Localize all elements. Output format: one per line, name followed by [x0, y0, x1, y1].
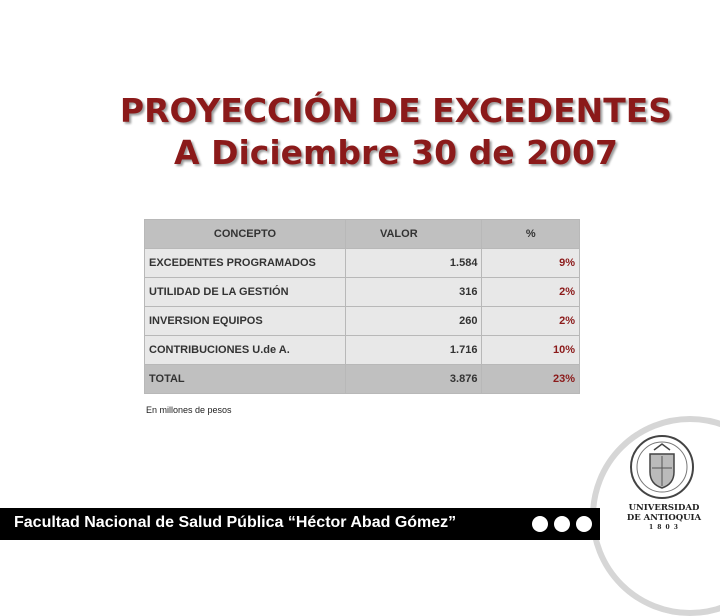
slide-title-line1: PROYECCIÓN DE EXCEDENTES [119, 91, 673, 130]
excedentes-table [144, 219, 580, 394]
university-seal-icon [628, 432, 696, 507]
footer-dot-icon [554, 516, 570, 532]
slide-title-line2: A Diciembre 30 de 2007 [174, 133, 618, 172]
table-row [145, 307, 580, 336]
cell-percent: 2% [482, 307, 580, 336]
cell-percent: 10% [482, 336, 580, 365]
cell-valor: 260 [345, 307, 481, 336]
logo-line2: DE ANTIOQUIA [626, 513, 702, 523]
table-header-row [145, 220, 580, 249]
cell-percent: 9% [482, 249, 580, 278]
cell-concepto: UTILIDAD DE LA GESTIÓN [145, 278, 346, 307]
university-logo-text [622, 503, 706, 533]
footer-dot-icon [532, 516, 548, 532]
footer-dot-icon [576, 516, 592, 532]
footer-bar [0, 508, 600, 540]
cell-valor: 1.584 [345, 249, 481, 278]
cell-valor: 1.716 [345, 336, 481, 365]
table-total-row [145, 365, 580, 394]
logo-line3: 1 8 0 3 [649, 524, 679, 531]
cell-concepto: EXCEDENTES PROGRAMADOS [145, 249, 346, 278]
total-label: TOTAL [145, 365, 346, 394]
cell-valor: 316 [345, 278, 481, 307]
table-row [145, 249, 580, 278]
header-valor: VALOR [345, 220, 481, 249]
header-percent: % [482, 220, 580, 249]
units-note: En millones de pesos [146, 405, 232, 415]
header-concepto: CONCEPTO [145, 220, 346, 249]
table-row [145, 278, 580, 307]
logo-line1: UNIVERSIDAD [628, 503, 700, 513]
total-percent: 23% [482, 365, 580, 394]
footer-text: Facultad Nacional de Salud Pública “Héctor Abad Gómez” [14, 514, 457, 531]
table-row [145, 336, 580, 365]
cell-concepto: INVERSION EQUIPOS [145, 307, 346, 336]
total-valor: 3.876 [345, 365, 481, 394]
cell-percent: 2% [482, 278, 580, 307]
cell-concepto: CONTRIBUCIONES U.de A. [145, 336, 346, 365]
